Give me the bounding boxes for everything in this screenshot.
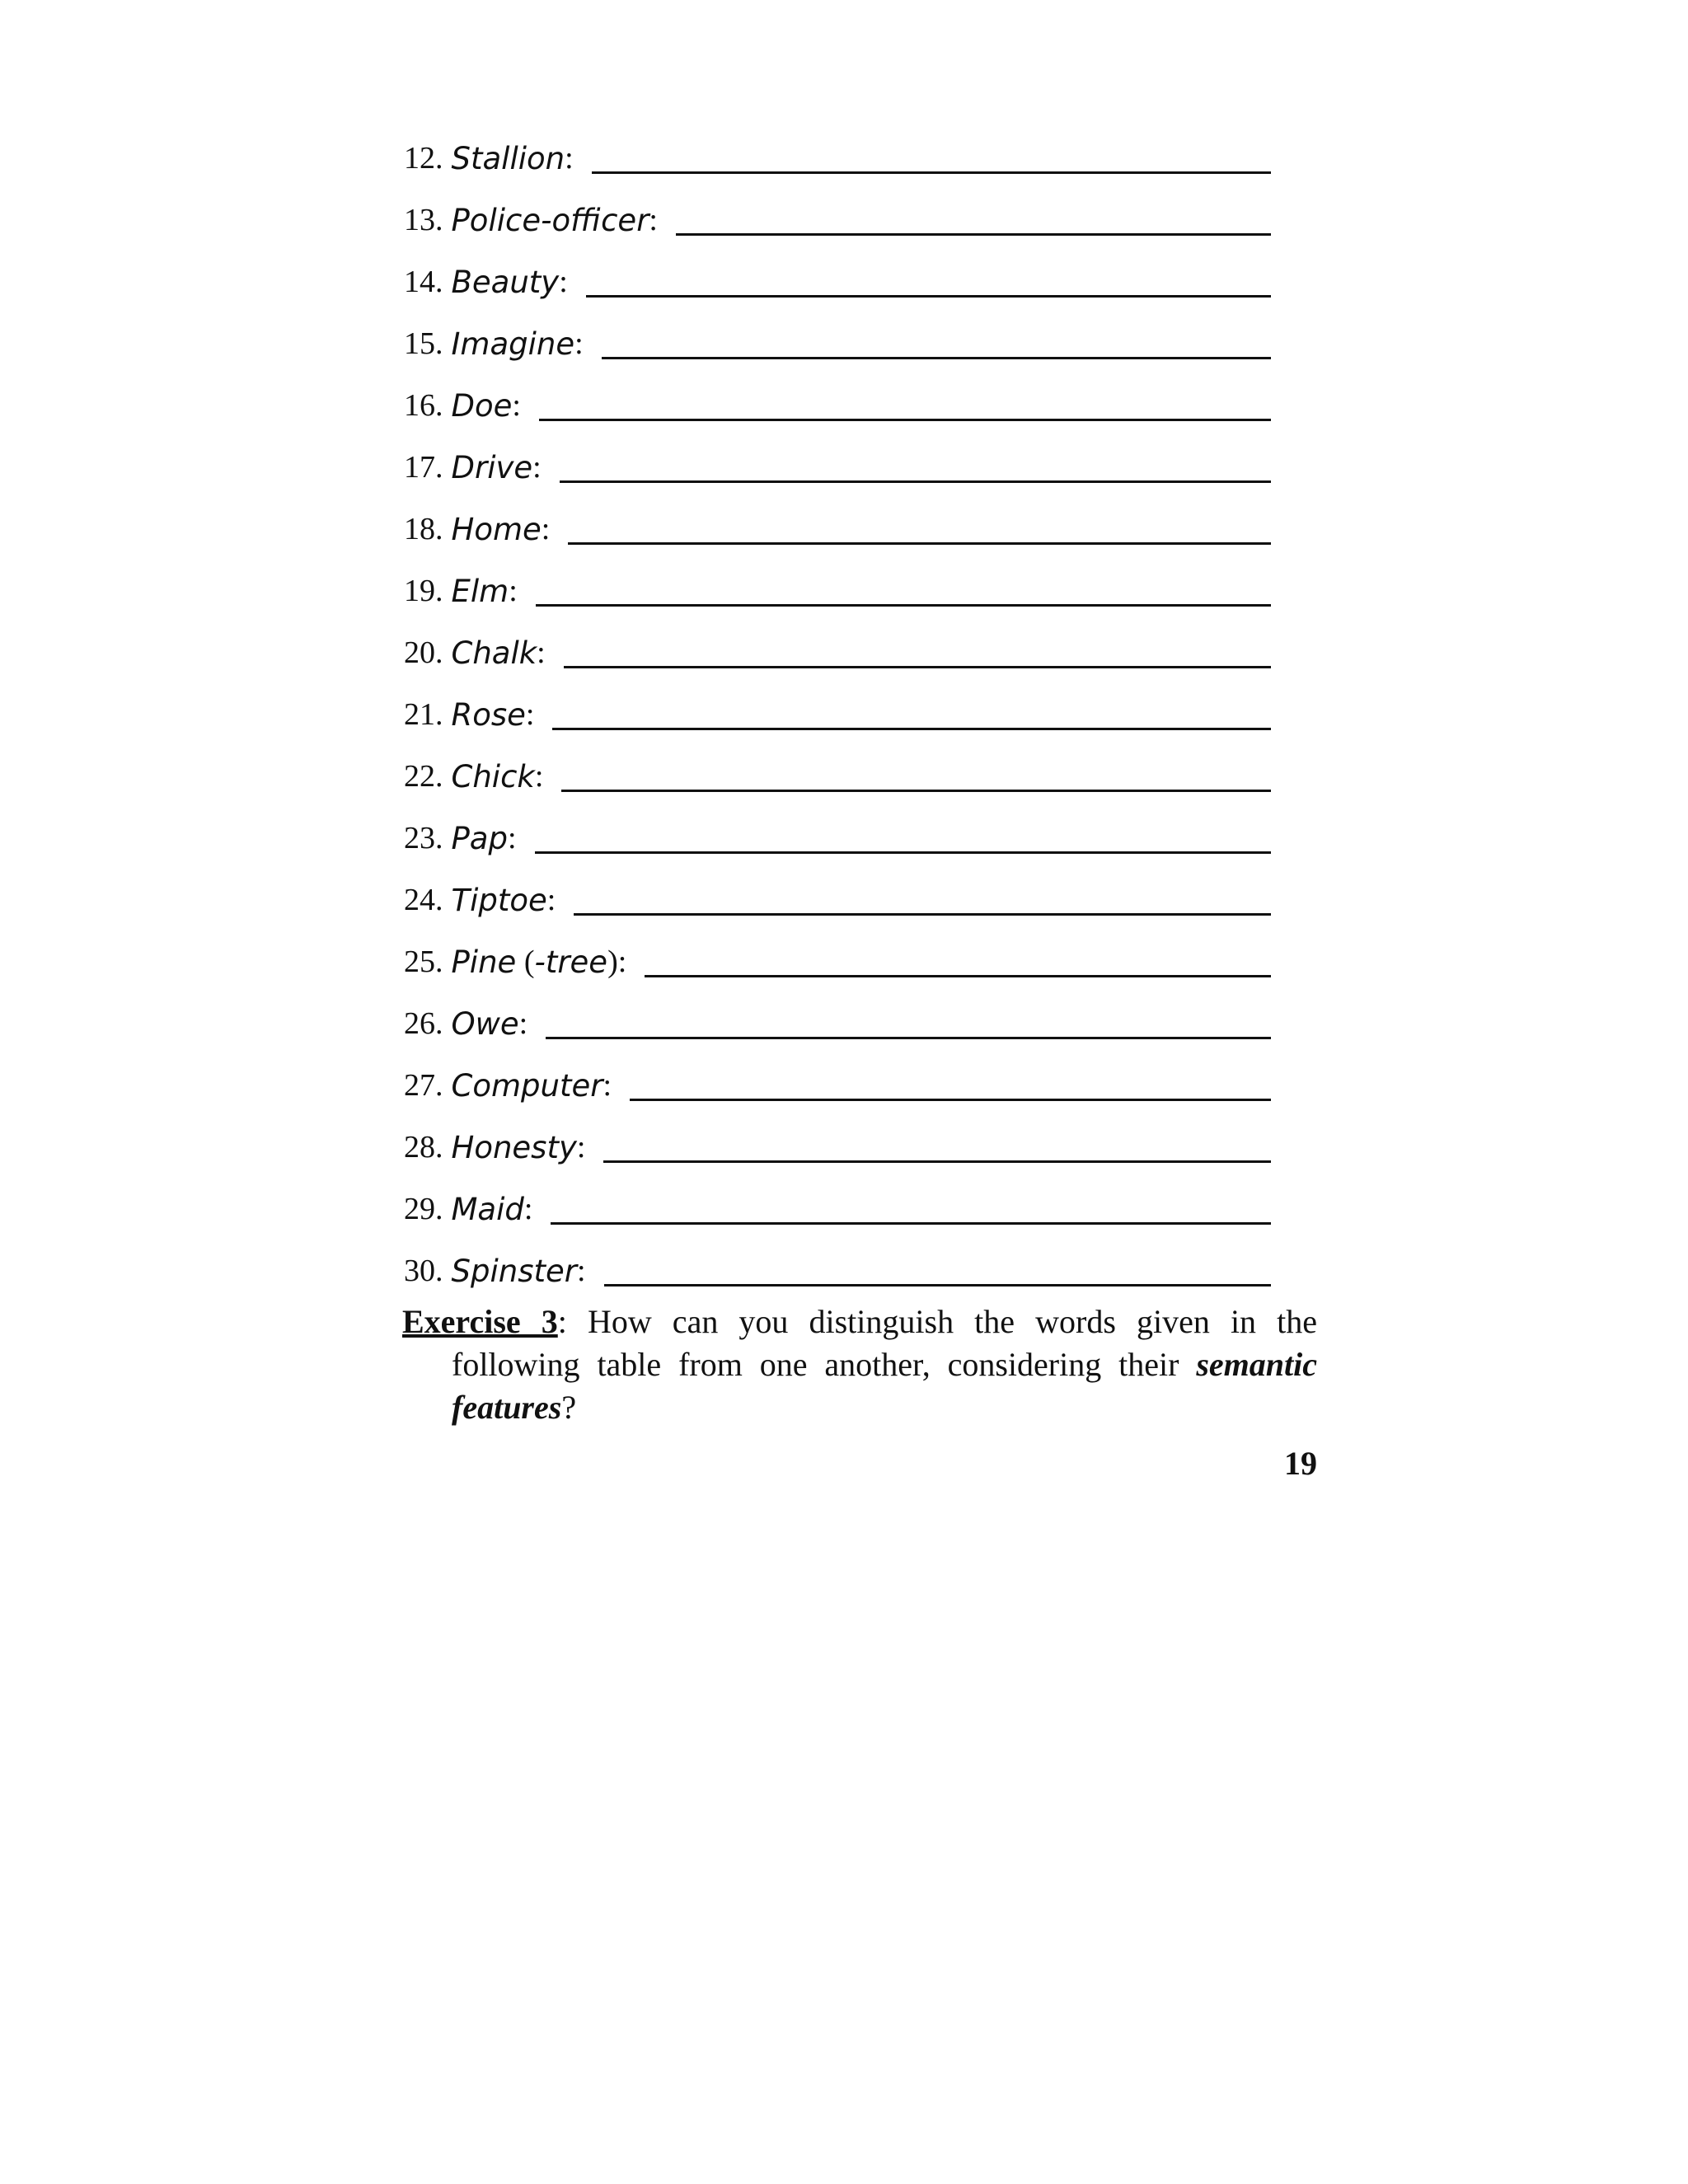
item-number: 16.	[404, 388, 443, 423]
list-item	[404, 1166, 1278, 1228]
item-number: 19.	[404, 574, 443, 608]
answer-blank[interactable]	[535, 851, 1271, 854]
exercise-text: : How can you distinguish the words given in the following table from one another, considering their	[452, 1303, 1318, 1383]
item-word: Honesty	[451, 1130, 577, 1165]
list-item	[404, 795, 1278, 857]
list-item	[404, 1043, 1278, 1104]
item-colon: :	[525, 697, 535, 732]
item-word: Home	[451, 512, 542, 547]
item-word: Doe	[451, 388, 513, 424]
item-colon: :	[534, 759, 544, 794]
item-colon: :	[507, 821, 517, 855]
item-word: Chalk	[451, 635, 537, 671]
item-colon: :	[574, 326, 584, 361]
exercise-label: Exercise 3	[402, 1303, 558, 1340]
item-colon: :	[523, 1192, 533, 1226]
item-number: 23.	[404, 821, 443, 855]
item-colon: :	[546, 883, 556, 917]
list-item	[404, 733, 1278, 795]
item-number: 14.	[404, 265, 443, 299]
item-colon: :	[518, 1006, 528, 1041]
answer-blank[interactable]	[592, 171, 1271, 174]
answer-blank[interactable]	[568, 541, 1271, 545]
item-colon: :	[512, 388, 521, 423]
item-colon: :	[541, 512, 551, 546]
list-item	[404, 919, 1278, 981]
list-item	[404, 239, 1278, 301]
item-number: 21.	[404, 697, 443, 732]
exercise-text-end: ?	[561, 1389, 577, 1426]
list-item	[404, 1228, 1278, 1290]
item-colon: :	[559, 265, 568, 299]
item-word: Pap	[451, 821, 508, 856]
answer-blank[interactable]	[552, 727, 1271, 730]
item-colon: :	[576, 1254, 586, 1288]
item-number: 24.	[404, 883, 443, 917]
item-number: 15.	[404, 326, 443, 361]
list-item	[404, 363, 1278, 424]
list-item	[404, 1104, 1278, 1166]
answer-blank[interactable]	[630, 1098, 1271, 1101]
list-item	[404, 610, 1278, 672]
item-colon: :	[603, 1068, 612, 1103]
answer-blank[interactable]	[546, 1036, 1271, 1039]
exercise-instructions	[402, 1301, 1317, 1429]
answer-blank[interactable]	[560, 480, 1271, 483]
item-word: Drive	[451, 450, 533, 485]
item-word: Rose	[451, 697, 526, 733]
item-word: Stallion	[451, 141, 565, 176]
item-number: 30.	[404, 1254, 443, 1288]
list-item	[404, 177, 1278, 239]
item-word-suffix: -tree	[534, 944, 608, 980]
list-item	[404, 486, 1278, 548]
item-colon: :	[565, 141, 574, 176]
list-item	[404, 548, 1278, 610]
answer-blank[interactable]	[551, 1221, 1271, 1225]
list-item	[404, 115, 1278, 177]
list-item	[404, 301, 1278, 363]
page-number: 19	[1284, 1445, 1317, 1482]
list-item	[404, 672, 1278, 733]
item-word: Police-officer	[451, 203, 649, 238]
item-number: 22.	[404, 759, 443, 794]
word-list	[404, 115, 1278, 1290]
item-word: Tiptoe	[451, 883, 547, 918]
item-number: 20.	[404, 635, 443, 670]
item-colon: ):	[607, 944, 627, 979]
answer-blank[interactable]	[574, 912, 1271, 916]
item-number: 17.	[404, 450, 443, 485]
item-word: Beauty	[451, 265, 560, 300]
item-colon: :	[537, 635, 546, 670]
exercise-paragraph	[402, 1301, 1317, 1429]
item-colon: :	[532, 450, 542, 485]
item-word: Computer	[451, 1068, 603, 1104]
answer-blank[interactable]	[604, 1283, 1271, 1286]
answer-blank[interactable]	[586, 294, 1271, 298]
item-colon: :	[649, 203, 658, 237]
item-number: 12.	[404, 141, 443, 176]
item-number: 27.	[404, 1068, 443, 1103]
answer-blank[interactable]	[645, 974, 1271, 977]
item-word: Imagine	[451, 326, 575, 362]
answer-blank[interactable]	[603, 1160, 1271, 1163]
item-number: 25.	[404, 944, 443, 979]
answer-blank[interactable]	[564, 665, 1271, 668]
item-number: 18.	[404, 512, 443, 546]
item-number: 13.	[404, 203, 443, 237]
item-word: Spinster	[451, 1254, 577, 1289]
answer-blank[interactable]	[676, 232, 1271, 236]
item-colon: :	[576, 1130, 586, 1165]
item-word: Pine	[451, 944, 517, 980]
answer-blank[interactable]	[536, 603, 1271, 607]
exercise-emphasis: semantic features	[452, 1346, 1317, 1426]
item-number: 28.	[404, 1130, 443, 1165]
answer-blank[interactable]	[539, 418, 1271, 421]
item-word: Chick	[451, 759, 535, 794]
item-number: 26.	[404, 1006, 443, 1041]
item-word: Owe	[451, 1006, 519, 1042]
list-item	[404, 424, 1278, 486]
list-item	[404, 981, 1278, 1043]
list-item	[404, 857, 1278, 919]
item-word: Maid	[451, 1192, 524, 1227]
item-paren-open: (	[516, 944, 535, 979]
item-number: 29.	[404, 1192, 443, 1226]
answer-blank[interactable]	[561, 789, 1271, 792]
answer-blank[interactable]	[602, 356, 1271, 359]
item-word: Elm	[451, 574, 509, 609]
item-colon: :	[509, 574, 518, 608]
